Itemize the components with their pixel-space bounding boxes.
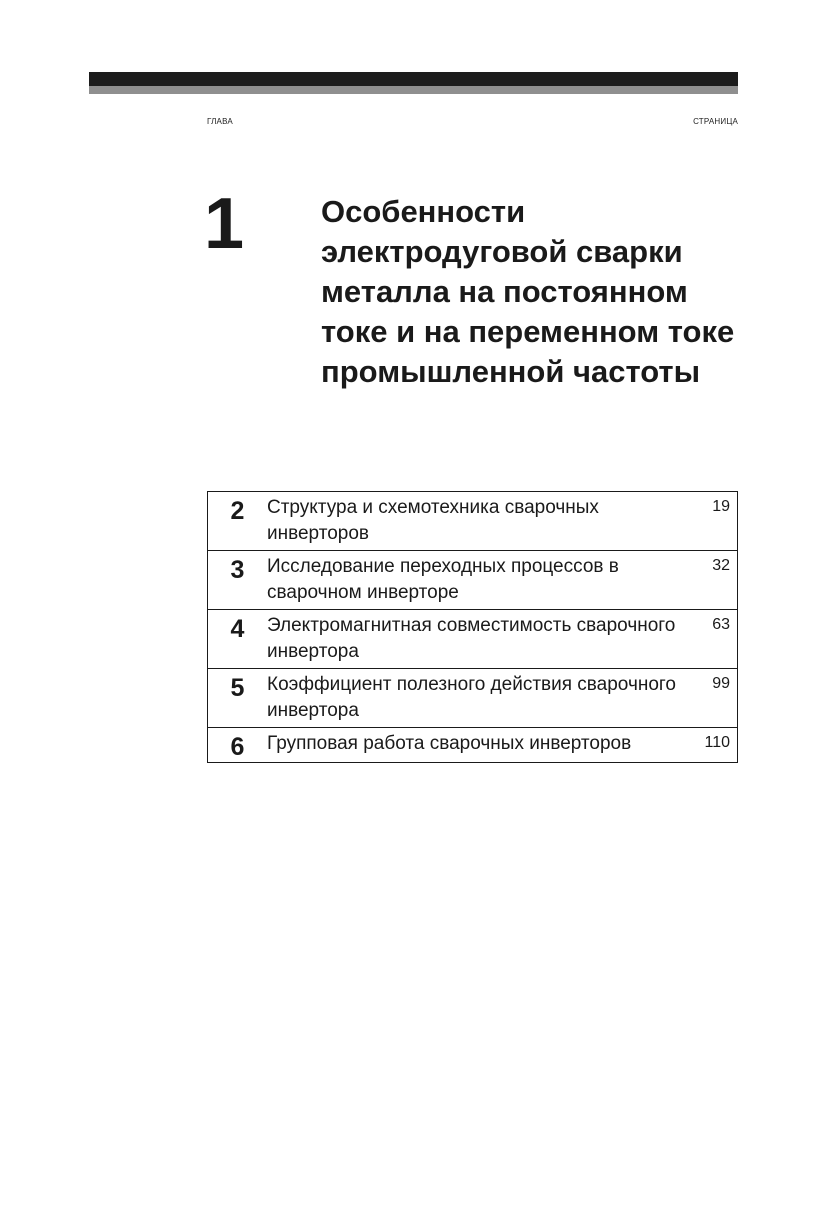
toc-chapter-number: 6 — [230, 733, 245, 761]
toc-chapter-title: Электромагнитная совместимость сварочного инвертора — [267, 615, 676, 662]
toc-page-number: 110 — [704, 734, 730, 751]
toc-page-number: 32 — [712, 557, 730, 574]
toc-chapter-number: 5 — [230, 674, 245, 702]
toc-row[interactable] — [208, 669, 738, 728]
toc-row[interactable] — [208, 610, 738, 669]
chapter-title: Особенности электродуговой сварки металла на постоянном токе и на переменном токе промышленной частоты — [321, 194, 735, 389]
toc-chapter-title: Коэффициент полезного действия сварочного инвертора — [267, 674, 676, 721]
toc-row[interactable] — [208, 492, 738, 551]
toc-chapter-title: Групповая работа сварочных инверторов — [267, 733, 632, 754]
toc-chapter-title: Структура и схемотехника сварочных инверторов — [267, 497, 599, 544]
toc-page-number: 99 — [712, 675, 730, 692]
toc-chapter-title: Исследование переходных процессов в сварочном инверторе — [267, 556, 619, 603]
page-column-label: СТРАНИЦА — [693, 117, 738, 126]
toc-chapter-number: 4 — [230, 615, 245, 643]
chapter-number: 1 — [204, 184, 245, 264]
toc-page-number: 63 — [712, 616, 730, 633]
table-of-contents — [207, 491, 738, 763]
top-rule-dark — [89, 72, 738, 86]
top-rule-gray — [89, 86, 738, 94]
toc-row[interactable] — [208, 551, 738, 610]
toc-row[interactable] — [208, 728, 738, 763]
chapter-column-label: ГЛАВА — [207, 117, 233, 126]
toc-chapter-number: 2 — [230, 497, 245, 525]
toc-page-number: 19 — [712, 498, 730, 515]
toc-chapter-number: 3 — [230, 556, 245, 584]
